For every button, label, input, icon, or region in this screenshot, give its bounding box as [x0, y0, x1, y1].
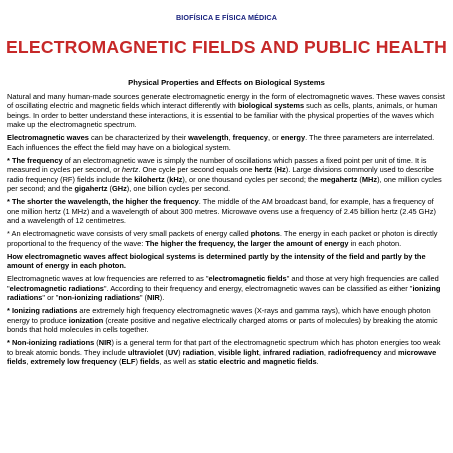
- paragraph-wavelength: [7, 197, 447, 225]
- text-run: kHz: [169, 174, 183, 184]
- text-run: , as well as: [159, 357, 199, 367]
- text-run: NIR: [98, 338, 112, 348]
- text-run: ultraviolet: [127, 347, 164, 357]
- text-run: electromagnetic fields: [208, 274, 287, 284]
- text-run: * The: [7, 155, 28, 165]
- text-run: ,: [228, 133, 233, 143]
- paragraph-photons: [7, 229, 447, 248]
- page-title: ELECTROMAGNETIC FIELDS AND PUBLIC HEALTH: [6, 37, 447, 57]
- text-run: ELF: [121, 357, 136, 367]
- text-run: ), one billion cycles per second.: [126, 184, 231, 194]
- text-run: MHz: [361, 174, 378, 184]
- page-subtitle: Physical Properties and Effects on Biological Systems: [128, 78, 325, 87]
- paragraph-biological-effects: [7, 252, 447, 271]
- text-run: * An electromagnetic wave consists of very small packets of energy called: [7, 229, 251, 239]
- text-run: * Ionizing radiations: [7, 306, 78, 316]
- text-run: infrared radiation: [262, 347, 324, 357]
- text-run: ) is a general term for that part of the electromagnetic spectrum which has photon energies too weak to break atomic bonds. They include: [7, 338, 441, 357]
- text-run: . The energy in each packet or photon is directly proportional to the frequency of the wave:: [7, 229, 438, 248]
- paragraph-ionizing: [7, 306, 447, 334]
- text-run: The higher the frequency, the larger the amount of energy: [145, 238, 349, 248]
- text-run: extremely low frequency: [30, 357, 117, 367]
- text-run: such as cells, plants, animals, or human beings. In order to better understand these interactions, it is essential to be familiar with the physical properties of the waves which make up the electromagnetic spectrum.: [7, 101, 438, 130]
- text-run: NIR: [147, 293, 160, 303]
- text-run: ionizing radiations: [7, 283, 441, 303]
- text-run: . The three parameters are interrelated. Each influences the effect the field may have on a biological system.: [7, 133, 435, 152]
- paragraph-classification: [7, 274, 447, 302]
- text-run: are extremely high frequency electromagnetic waves (X-rays and gamma rays), which have enough photon energy to produce: [7, 306, 431, 325]
- text-run: energy: [280, 133, 306, 143]
- text-run: . One cycle per second equals one: [138, 165, 255, 175]
- text-run: biological systems: [237, 101, 305, 111]
- text-run: radiofrequency: [328, 347, 382, 357]
- text-run: ), one million cycles per second; and the: [7, 174, 442, 194]
- paragraph-intro: [7, 92, 447, 130]
- text-run: * Non-ionizing radiations: [7, 338, 95, 348]
- text-run: microwave fields: [7, 347, 437, 367]
- text-run: of an electromagnetic wave is simply the number of oscillations which passes a fixed point per unit of time. It is measured in cycles per second, or: [7, 155, 427, 175]
- text-run: ionization: [68, 315, 104, 325]
- text-run: ). Large divisions commonly used to describe radio frequency (RF) fields include the: [7, 165, 434, 184]
- text-run: static electric and magnetic fields: [198, 357, 317, 367]
- header-label: BIOFÍSICA E FÍSICA MÉDICA: [176, 13, 277, 22]
- text-run: visible light: [218, 347, 259, 357]
- text-run: ): [178, 347, 183, 357]
- paragraph-characterization: [7, 133, 447, 152]
- text-run: Natural and many human-made sources generate electromagnetic energy in the form of electromagnetic waves. These waves consist of oscillating electric and magnetic fields which interact differently with: [7, 92, 445, 111]
- paragraph-non-ionizing: [7, 338, 447, 366]
- text-run: electromagnetic radiations: [9, 283, 104, 293]
- text-run: in each photon.: [348, 238, 402, 248]
- text-run: wavelength: [188, 133, 229, 143]
- text-run: (: [357, 174, 362, 184]
- text-run: ". According to their frequency and energy, electromagnetic waves can be classified as either ": [103, 283, 413, 293]
- text-run: " and those at very high frequencies are called ": [7, 274, 439, 293]
- text-run: hertz: [121, 165, 139, 175]
- text-run: ,: [323, 347, 328, 357]
- text-run: radiation: [182, 347, 214, 357]
- text-run: (: [272, 165, 277, 175]
- text-run: and: [381, 347, 398, 357]
- text-run: " or ": [42, 293, 59, 303]
- text-run: ): [135, 357, 140, 367]
- text-run: (: [164, 174, 170, 184]
- text-run: ), or one thousand cycles per second; the: [182, 174, 321, 184]
- text-run: hertz: [254, 165, 273, 175]
- text-run: Electromagnetic waves: [7, 133, 89, 143]
- text-run: fields: [140, 357, 160, 367]
- text-run: , or: [268, 133, 281, 143]
- text-run: photons: [250, 229, 280, 239]
- text-run: ,: [213, 347, 219, 357]
- text-run: (: [163, 347, 168, 357]
- document-body: [7, 92, 447, 370]
- text-run: Electromagnetic waves at low frequencies are referred to as ": [7, 274, 209, 284]
- text-run: . The middle of the AM broadcast band, for example, has a frequency of one million hertz (1 MHz) and a wavelength of about 300 metres. Microwave ovens use a frequency of 2.45 billion hertz (2.45 GHz) and a wavelength of 12 centimetres.: [7, 197, 436, 226]
- text-run: (: [94, 338, 99, 348]
- text-run: * The shorter the wavelength, the higher the frequency: [7, 197, 199, 207]
- text-run: UV: [167, 347, 179, 357]
- text-run: GHz: [111, 184, 127, 194]
- text-run: " (: [139, 293, 147, 303]
- text-run: Hz: [276, 165, 286, 175]
- text-run: (: [116, 357, 122, 367]
- text-run: megahertz: [320, 174, 358, 184]
- text-run: can be characterized by their: [88, 133, 189, 143]
- text-run: (create positive and negative electrically charged atoms or parts of molecules) by breaking the atomic bonds that hold molecules in cells together.: [7, 315, 438, 335]
- text-run: non-ionizing radiations: [58, 293, 140, 303]
- text-run: ,: [26, 357, 31, 367]
- text-run: How electromagnetic waves affect biological systems is determined partly by the intensity of the field and partly by the amount of energy in each photon.: [7, 251, 426, 271]
- text-run: (: [107, 184, 112, 194]
- text-run: ).: [159, 293, 165, 303]
- paragraph-frequency: [7, 156, 447, 194]
- text-run: frequency: [27, 155, 63, 165]
- text-run: ,: [258, 347, 263, 357]
- text-run: frequency: [232, 133, 269, 143]
- text-run: kilohertz: [134, 174, 165, 184]
- text-run: gigahertz: [74, 184, 108, 194]
- text-run: .: [316, 357, 319, 367]
